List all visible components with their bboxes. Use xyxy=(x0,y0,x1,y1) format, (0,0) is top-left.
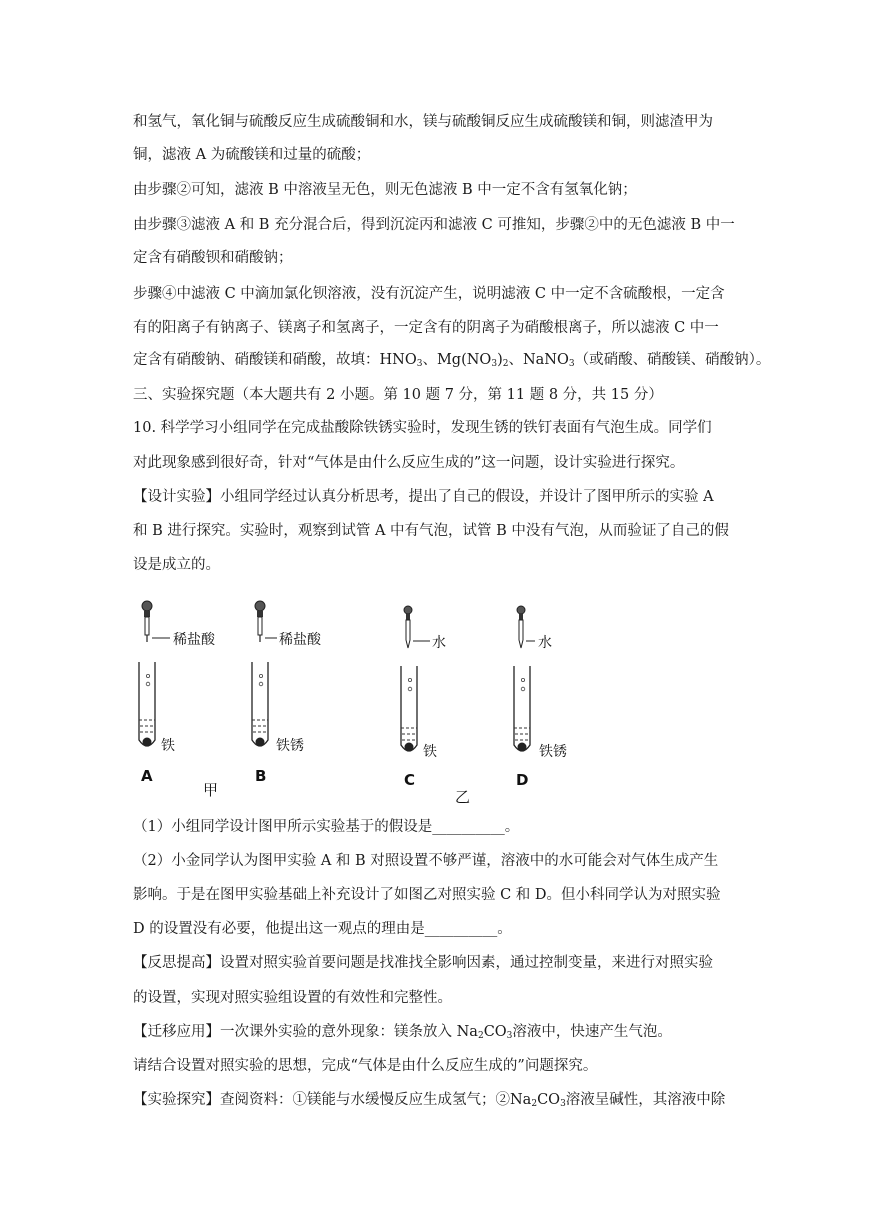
reagent-label: 水 xyxy=(432,635,446,651)
paragraph-line: 设是成立的。 xyxy=(133,557,220,573)
reagent-label: 稀盐酸 xyxy=(279,632,321,648)
paragraph-line: 由步骤②可知，滤液 B 中溶液呈无色，则无色滤液 B 中一定不含有氢氧化钠； xyxy=(133,182,637,198)
tube-d-group xyxy=(514,606,567,789)
solid-label: 铁 xyxy=(161,738,175,754)
paragraph-line-formula xyxy=(133,1022,743,1046)
text-run: 、NaNO xyxy=(508,352,569,368)
subscript: 3 xyxy=(560,1099,566,1109)
reagent-label: 水 xyxy=(538,635,552,651)
experiment-figure xyxy=(125,590,585,810)
question-line: （1）小组同学设计图甲所示实验基于的假设是__________。 xyxy=(133,819,520,835)
subscript: 3 xyxy=(491,359,498,369)
paragraph-line: 和氢气，氧化铜与硫酸反应生成硫酸铜和水，镁与硫酸铜反应生成硫酸镁和铜，则滤渣甲为 xyxy=(133,114,713,130)
question-line: 影响。于是在图甲实验基础上补充设计了如图乙对照实验 C 和 D。但小科同学认为对照实验 xyxy=(133,887,721,903)
paragraph-line: 【反思提高】设置对照实验首要问题是找准找全影响因素，通过控制变量，来进行对照实验 xyxy=(133,955,713,971)
paragraph-line: 由步骤③滤液 A 和 B 充分混合后，得到沉淀丙和滤液 C 可推知，步骤②中的无色滤液 B 中一 xyxy=(133,217,735,233)
tube-c-group xyxy=(401,606,446,789)
question-line: D 的设置没有必要，他提出这一观点的理由是__________。 xyxy=(133,921,512,937)
paragraph-line: 的设置，实现对照实验组设置的有效性和完整性。 xyxy=(133,990,452,1006)
text-run: CO xyxy=(537,1092,561,1108)
subscript: 2 xyxy=(502,359,509,369)
text-run: 溶液呈碱性，其溶液中除 xyxy=(565,1092,726,1108)
paragraph-line: 定含有硝酸钡和硝酸钠； xyxy=(133,250,293,266)
paragraph-line: 请结合设置对照实验的思想，完成“气体是由什么反应生成的”问题探究。 xyxy=(133,1058,598,1074)
solid-label: 铁 xyxy=(423,744,437,760)
group-label-jia: 甲 xyxy=(203,781,219,799)
paragraph-line: 【设计实验】小组同学经过认真分析思考，提出了自己的假设，并设计了图甲所示的实验 A xyxy=(133,489,714,505)
tube-b-group xyxy=(252,601,322,785)
question-line: 对此现象感到很好奇，针对“气体是由什么反应生成的”这一问题，设计实验进行探究。 xyxy=(133,455,685,471)
text-run: 溶液中，快速产生气泡。 xyxy=(512,1024,672,1040)
section-heading: 三、实验探究题（本大题共有 2 小题。第 10 题 7 分，第 11 题 8 分，共 15 分） xyxy=(133,387,663,403)
solid-label: 铁锈 xyxy=(539,744,567,760)
text-run: 、Mg(NO xyxy=(422,352,492,368)
paragraph-line: 和 B 进行探究。实验时，观察到试管 A 中有气泡，试管 B 中没有气泡，从而验证了自己的假 xyxy=(133,523,729,539)
text-run: 定含有硝酸钠、硝酸镁和硝酸，故填：HNO xyxy=(133,352,417,368)
reagent-label: 稀盐酸 xyxy=(173,632,215,648)
tube-letter: B xyxy=(255,767,267,785)
tube-a-group xyxy=(139,601,216,785)
tube-letter: A xyxy=(141,767,153,785)
text-run: （或硝酸、硝酸镁、硝酸钠）。 xyxy=(574,352,771,368)
subscript: 2 xyxy=(531,1099,538,1109)
paragraph-line: 有的阳离子有钠离子、镁离子和氢离子，一定含有的阴离子为硝酸根离子，所以滤液 C 中一 xyxy=(133,320,719,336)
subscript: 3 xyxy=(568,359,575,369)
paragraph-line: 步骤④中滤液 C 中滴加氯化钡溶液，没有沉淀产生，说明滤液 C 中一定不含硫酸根，一定含 xyxy=(133,286,725,302)
subscript: 3 xyxy=(416,359,423,369)
question-line: 10. 科学学习小组同学在完成盐酸除铁锈实验时，发现生锈的铁钉表面有气泡生成。同学们 xyxy=(133,420,712,436)
text-run: CO xyxy=(483,1024,507,1040)
group-label-yi: 乙 xyxy=(455,788,471,806)
paragraph-line-formula xyxy=(133,1090,743,1114)
tube-letter: C xyxy=(404,771,416,789)
text-run: ) xyxy=(497,352,503,368)
paragraph-line-formula xyxy=(133,350,771,374)
question-line: （2）小金同学认为图甲实验 A 和 B 对照设置不够严谨，溶液中的水可能会对气体生成产生 xyxy=(133,853,719,869)
tube-letter: D xyxy=(516,771,529,789)
subscript: 3 xyxy=(506,1031,513,1041)
text-run: 【迁移应用】一次课外实验的意外现象：镁条放入 Na xyxy=(133,1024,478,1040)
solid-label: 铁锈 xyxy=(276,738,304,754)
paragraph-line: 铜，滤液 A 为硫酸镁和过量的硫酸； xyxy=(133,147,371,163)
text-run: 【实验探究】查阅资料：①镁能与水缓慢反应生成氢气；②Na xyxy=(133,1092,532,1108)
subscript: 2 xyxy=(477,1031,484,1041)
